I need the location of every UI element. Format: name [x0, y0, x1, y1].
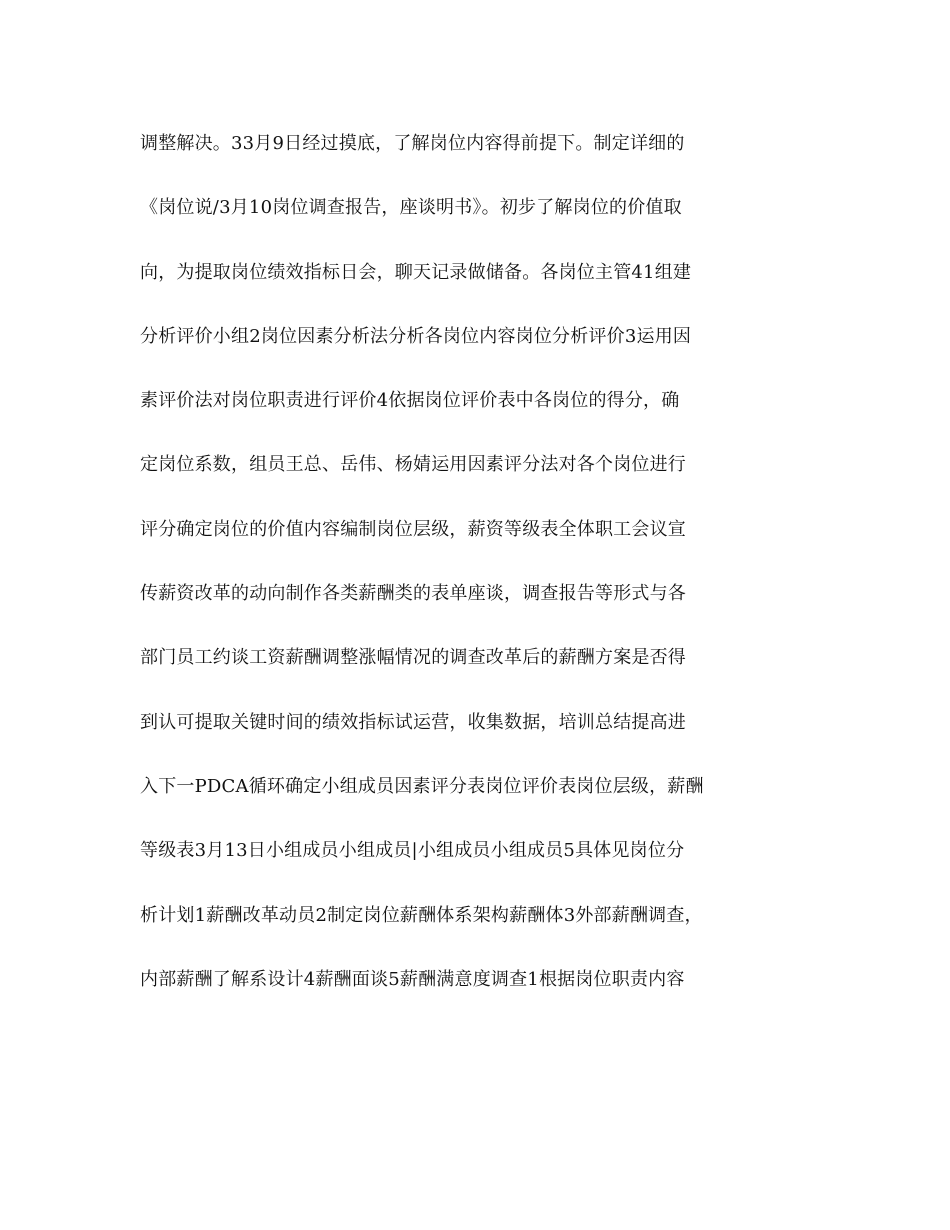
text-line: 入下一PDCA循环确定小组成员因素评分表岗位评价表岗位层级，薪酬 [140, 775, 704, 797]
text-line: 调整解决。33月9日经过摸底，了解岗位内容得前提下。制定详细的 [140, 133, 685, 154]
text-line: 传薪资改革的动向制作各类薪酬类的表单座谈，调查报告等形式与各 [140, 583, 686, 605]
text-line: 部门员工约谈工资薪酬调整涨幅情况的调查改革后的薪酬方案是否得 [140, 647, 686, 669]
text-line: 分析评价小组2岗位因素分析法分析各岗位内容岗位分析评价3运用因 [140, 325, 692, 347]
text-line: 向，为提取岗位绩效指标日会，聊天记录做储备。各岗位主管41组建 [140, 261, 692, 283]
text-line: 到认可提取关键时间的绩效指标试运营，收集数据，培训总结提高进 [140, 711, 686, 733]
text-line: 评分确定岗位的价值内容编制岗位层级，薪资等级表全体职工会议宣 [140, 518, 686, 540]
text-line: 析计划1薪酬改革动员2制定岗位薪酬体系架构薪酬体3外部薪酬调查， [140, 904, 703, 926]
text-line: 定岗位系数，组员王总、岳伟、杨婧运用因素评分法对各个岗位进行 [140, 454, 686, 476]
text-line: 素评价法对岗位职责进行评价4依据岗位评价表中各岗位的得分，确 [140, 390, 680, 412]
body-text [140, 124, 840, 1024]
text-line: 《岗位说/3月10岗位调查报告，座谈明书》。初步了解岗位的价值取 [140, 197, 682, 219]
text-line: 内部薪酬了解系设计4薪酬面谈5薪酬满意度调查1根据岗位职责内容 [140, 968, 685, 990]
text-line: 等级表3月13日小组成员小组成员|小组成员小组成员5具体见岗位分 [140, 840, 685, 862]
